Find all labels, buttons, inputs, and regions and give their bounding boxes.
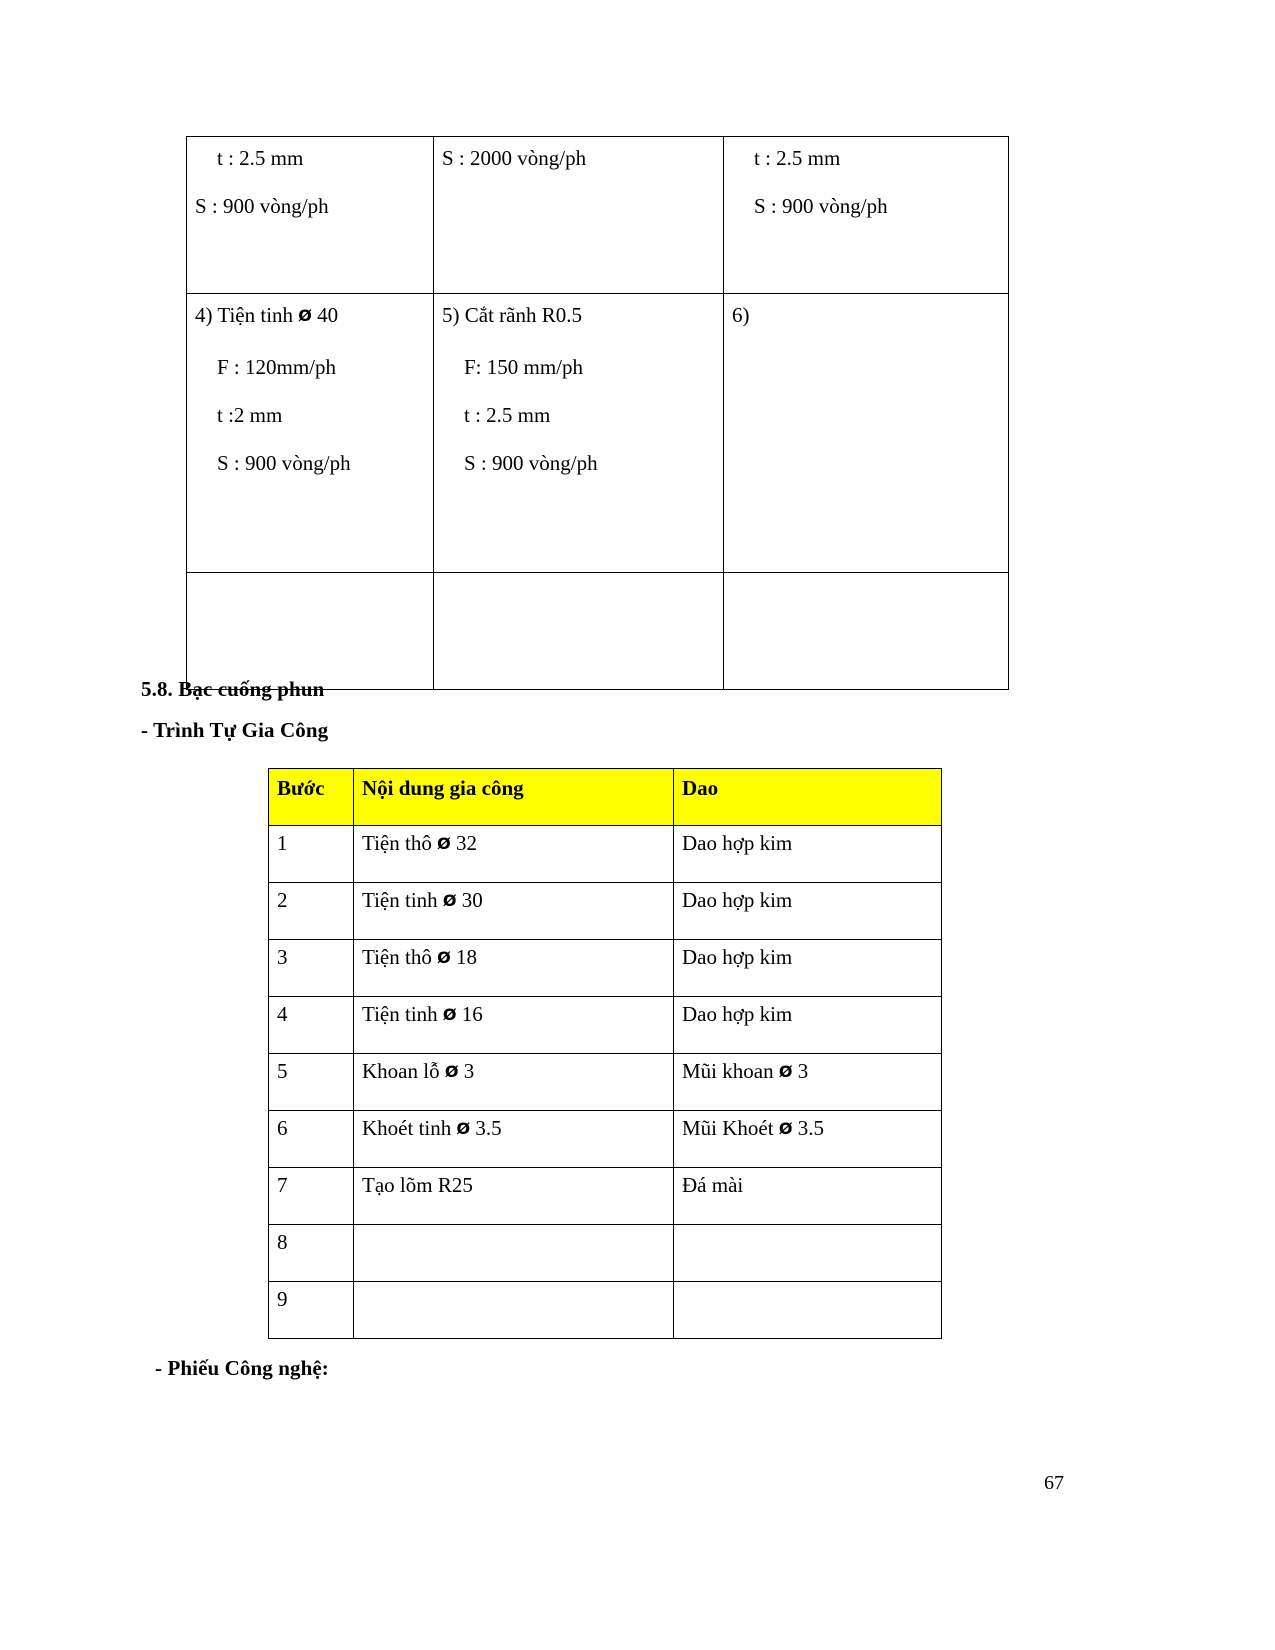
cell-noi-dung: Khoét tinh Ø 3.5 [354, 1111, 674, 1168]
op-param-line: S : 900 vòng/ph [464, 451, 598, 476]
op-step-title: 5) Cắt rãnh R0.5 [442, 303, 582, 327]
op-param-line: t : 2.5 mm [464, 403, 551, 428]
cell-dao: Dao hợp kim [674, 883, 942, 940]
column-header-noi-dung: Nội dung gia công [354, 769, 674, 826]
op-cell-2-2 [434, 294, 724, 573]
cell-noi-dung: Tiện thô Ø 18 [354, 940, 674, 997]
op-step-title: 4) Tiện tinh Ø 40 [195, 303, 339, 327]
column-header-buoc: Bước [269, 769, 354, 826]
diameter-symbol-icon: Ø [778, 1119, 793, 1138]
cell-buoc: 1 [269, 826, 354, 883]
diameter-symbol-icon: Ø [298, 306, 312, 325]
diameter-symbol-icon: Ø [437, 834, 451, 853]
diameter-symbol-icon: Ø [456, 1119, 471, 1138]
table-row [269, 1111, 942, 1168]
subsection-heading-sequence: - Trình Tự Gia Công [141, 718, 329, 742]
cell-buoc: 6 [269, 1111, 354, 1168]
cell-dao: Dao hợp kim [674, 997, 942, 1054]
op-param-line: F: 150 mm/ph [464, 355, 584, 380]
op-param-line: S : 900 vòng/ph [195, 194, 329, 219]
cell-noi-dung [354, 1282, 674, 1339]
op-cell-3-1 [187, 573, 434, 690]
page-number: 67 [1044, 1472, 1064, 1494]
cell-buoc: 3 [269, 940, 354, 997]
cell-dao: Dao hợp kim [674, 826, 942, 883]
table-row [187, 294, 1009, 573]
op-param-line: F : 120mm/ph [217, 355, 337, 380]
table-row [269, 826, 942, 883]
table-row [269, 940, 942, 997]
table-row [269, 1282, 942, 1339]
op-param-line: S : 2000 vòng/ph [442, 146, 587, 170]
cell-buoc: 5 [269, 1054, 354, 1111]
cell-buoc: 2 [269, 883, 354, 940]
cell-buoc: 7 [269, 1168, 354, 1225]
page-title: 5.8. Bạc cuống phun [141, 677, 325, 701]
operation-parameters-table [186, 136, 1009, 690]
process-steps-table [268, 768, 942, 1339]
op-cell-2-3 [724, 294, 1009, 573]
table-row [269, 883, 942, 940]
table-row [269, 997, 942, 1054]
op-step-title: 6) [732, 303, 750, 327]
table-row [269, 1054, 942, 1111]
cell-noi-dung: Khoan lỗ Ø 3 [354, 1054, 674, 1111]
cell-dao: Mũi Khoét Ø 3.5 [674, 1111, 942, 1168]
cell-buoc: 4 [269, 997, 354, 1054]
op-cell-2-1 [187, 294, 434, 573]
table-row [269, 1168, 942, 1225]
cell-dao: Dao hợp kim [674, 940, 942, 997]
cell-buoc: 9 [269, 1282, 354, 1339]
op-cell-1-1 [187, 137, 434, 294]
cell-dao: Mũi khoan Ø 3 [674, 1054, 942, 1111]
cell-noi-dung: Tiện tinh Ø 16 [354, 997, 674, 1054]
column-header-dao: Dao [674, 769, 942, 826]
op-param-line: S : 900 vòng/ph [217, 451, 351, 476]
table-header-row [269, 769, 942, 826]
cell-noi-dung: Tạo lõm R25 [354, 1168, 674, 1225]
cell-dao: Đá mài [674, 1168, 942, 1225]
op-param-line: S : 900 vòng/ph [754, 194, 888, 219]
cell-dao [674, 1282, 942, 1339]
cell-dao [674, 1225, 942, 1282]
cell-noi-dung: Tiện thô Ø 32 [354, 826, 674, 883]
subsection-heading-phieu: - Phiếu Công nghệ: [155, 1356, 329, 1380]
op-cell-3-2 [434, 573, 724, 690]
op-cell-1-3 [724, 137, 1009, 294]
diameter-symbol-icon: Ø [437, 948, 451, 967]
cell-noi-dung: Tiện tinh Ø 30 [354, 883, 674, 940]
table-row [187, 137, 1009, 294]
cell-noi-dung [354, 1225, 674, 1282]
diameter-symbol-icon: Ø [442, 891, 457, 910]
table-row [269, 1225, 942, 1282]
op-param-line: t : 2.5 mm [754, 146, 841, 170]
table-row [187, 573, 1009, 690]
diameter-symbol-icon: Ø [778, 1062, 793, 1081]
cell-buoc: 8 [269, 1225, 354, 1282]
op-cell-3-3 [724, 573, 1009, 690]
op-cell-1-2 [434, 137, 724, 294]
diameter-symbol-icon: Ø [444, 1062, 459, 1081]
diameter-symbol-icon: Ø [442, 1005, 457, 1024]
op-param-line: t : 2.5 mm [217, 146, 304, 170]
op-param-line: t :2 mm [217, 403, 283, 428]
